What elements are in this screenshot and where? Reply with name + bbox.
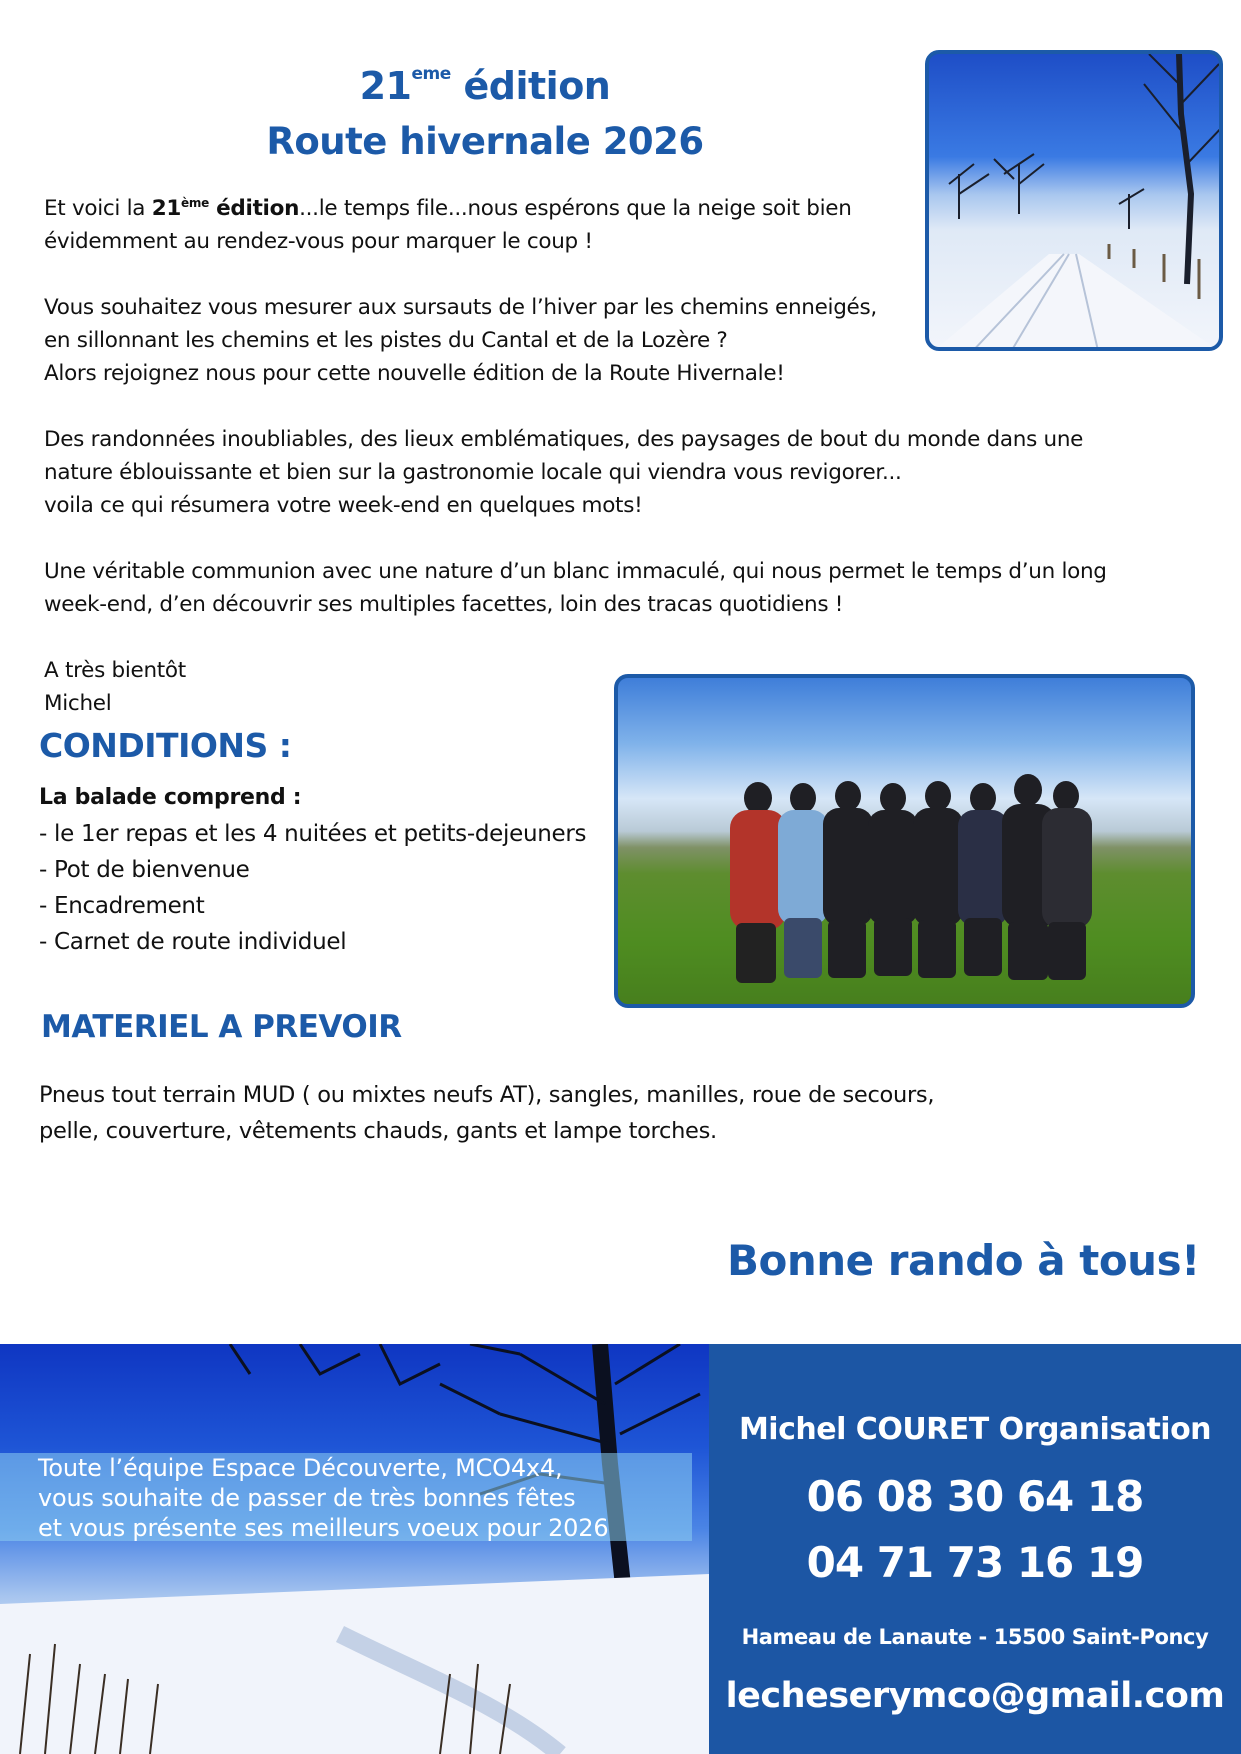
intro-paragraph-1: Et voici la 21ème édition...le temps file...nous espérons que la neige soit bien évidemment au rendez-vous pour marquer le coup ! (44, 196, 852, 254)
phone-number-2[interactable]: 04 71 73 16 19 (806, 1538, 1144, 1587)
conditions-lead: La balade comprend : (39, 785, 302, 810)
page-title (180, 46, 790, 170)
list-item: - le 1er repas et les 4 nuitées et petits-dejeuners (39, 821, 587, 847)
contact-panel (709, 1344, 1241, 1754)
closing-message: Bonne rando à tous! (727, 1236, 1200, 1285)
intro-text (44, 187, 1194, 720)
group-photo-illustration (618, 678, 1195, 1008)
list-item: - Carnet de route individuel (39, 929, 347, 955)
winter-tree-illustration (0, 1344, 709, 1754)
intro-paragraph-4: Une véritable communion avec une nature d’un blanc immaculé, qui nous permet le temps d’un long week-end, d’en découvrir ses multiples facettes, loin des tracas quotidiens ! (44, 559, 1107, 617)
footer-winter-photo (0, 1344, 709, 1754)
materiel-heading: MATERIEL A PREVOIR (41, 1009, 402, 1045)
intro-paragraph-2: Vous souhaitez vous mesurer aux sursauts de l’hiver par les chemins enneigés, en sillonnant les chemins et les pistes du Cantal et de la Lozère ? Alors rejoignez nous pour cette nouvelle édition de la Route Hivernale! (44, 295, 877, 386)
signature: Michel (44, 691, 112, 716)
list-item: - Encadrement (39, 893, 205, 919)
organisation-name: Michel COURET Organisation (738, 1412, 1212, 1447)
conditions-list (39, 780, 586, 960)
edition-heading: 21eme édition (359, 64, 611, 108)
materiel-text: Pneus tout terrain MUD ( ou mixtes neufs AT), sangles, manilles, roue de secours, pelle, couverture, vêtements chauds, gants et lampe torches. (39, 1082, 935, 1144)
holiday-wishes: Toute l’équipe Espace Découverte, MCO4x4, vous souhaite de passer de très bonnes fêtes et vous présente ses meilleurs voeux pour 2026 (38, 1454, 609, 1542)
group-photo (614, 674, 1195, 1008)
intro-paragraph-3: Des randonnées inoubliables, des lieux emblématiques, des paysages de bout du monde dans une nature éblouissante et bien sur la gastronomie locale qui viendra vous revigorer... voila ce qui résumera votre week-end en quelques mots! (44, 427, 1084, 518)
event-title: Route hivernale 2026 (266, 120, 704, 163)
email-link[interactable]: lecheserymco@gmail.com (725, 1676, 1225, 1716)
list-item: - Pot de bienvenue (39, 857, 250, 883)
conditions-heading: CONDITIONS : (39, 726, 292, 765)
signoff: A très bientôt Michel (44, 658, 186, 716)
address: Hameau de Lanaute - 15500 Saint-Poncy (741, 1625, 1209, 1649)
phone-number-1[interactable]: 06 08 30 64 18 (806, 1472, 1144, 1521)
